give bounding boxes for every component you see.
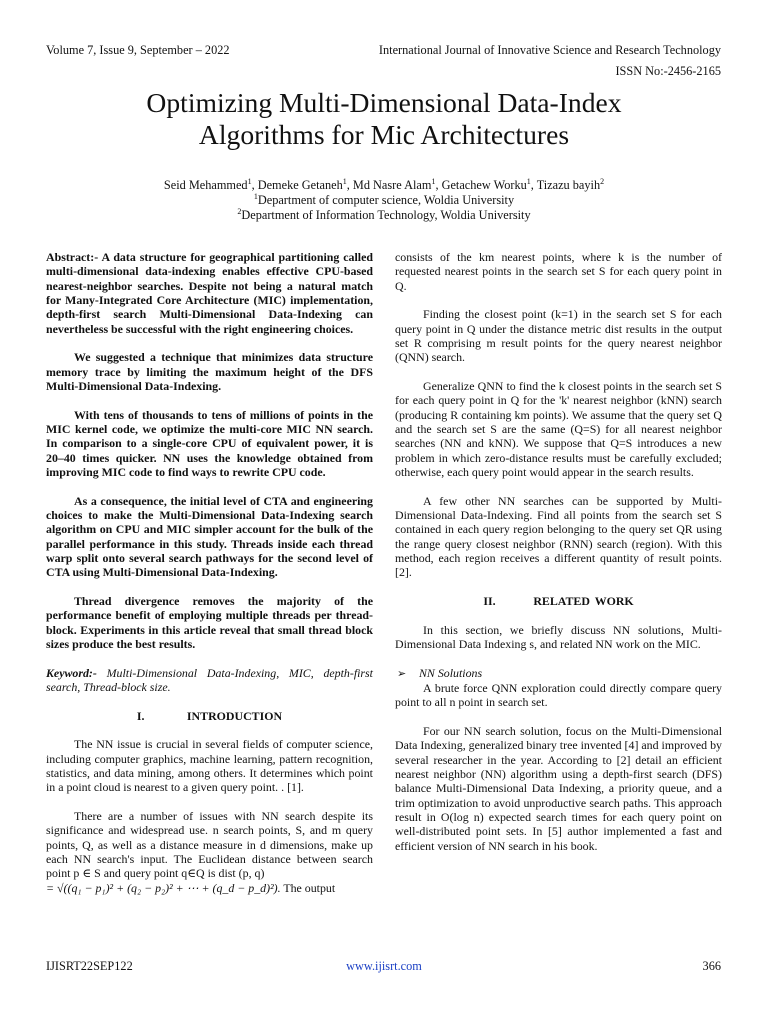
paper-title: [40, 87, 728, 151]
related-paragraph-3: For our NN search solution, focus on the Multi-Dimensional Data Indexing, generalized binary tree invented [4] and improved by several researcher in the year. According to [2] detail an efficient nearest neighbor (NN) algorithm using a depth-first search (DFS) balance Multi-Dimensional Data Indexing, a priority queue, and a trim optimization to avoid unproductive search paths. This approach result in O(log n) expected search times for each query point on well-distributed point sets. In [5] author implemented a fast and efficient version of NN search in his book.: [395, 724, 722, 853]
abstract-paragraph-5: Thread divergence removes the majority of the performance benefit of employing multiple threads per thread-block. Experiments in this article reveal that small thread block sizes produce the best results.: [46, 594, 373, 652]
author-3-sup: 1: [431, 176, 436, 186]
distance-formula-expr: = √((q₁ − p₁)² + (q₂ − p₂)² + ⋯ + (q_d − p_d)²).: [46, 880, 281, 895]
header-volume: Volume 7, Issue 9, September – 2022: [46, 43, 230, 57]
author-2-sup: 1: [342, 176, 347, 186]
related-paragraph-2: A brute force QNN exploration could directly compare query point to all n point in search set.: [395, 681, 722, 710]
abstract: Abstract:- A data structure for geographical partitioning called multi-dimensional data-indexing enables effective CPU-based nearest-neighbor searches. Despite not being a natural match for Many-Integrated Core Architecture (MIC) implementation, depth-first search Multi-Dimensional Data-Indexing can nevertheless be successful with the right engineering choices.: [46, 250, 373, 336]
affiliation-1-sup: 1: [253, 191, 258, 201]
bullet-nn-solutions: [395, 666, 722, 681]
author-1: Seid Mehammed: [163, 178, 248, 192]
bullet-label: NN Solutions: [419, 665, 483, 680]
affiliation-2-sup: 2: [237, 206, 242, 216]
right-paragraph-4: A few other NN searches can be supported by Multi-Dimensional Data-Indexing. Find all points from the search set S contained in each query region belonging to the query set QR using the range query closest neighbor (RNN) search (region). With this method, each region receives a different quantity of result points. [2].: [395, 493, 722, 580]
author-block: [40, 178, 728, 223]
footer-paper-id: IJISRT22SEP122: [46, 959, 133, 973]
affiliation-2-text: Department of Information Technology, Woldia University: [241, 208, 531, 222]
distance-formula-tail: The output: [283, 880, 336, 895]
affiliation-2: [40, 208, 728, 223]
intro-paragraph-2: There are a number of issues with NN search despite its significance and widespread use. n search points, S, and m query points, Q, as well as a distance measure in d dimensions, make up each NN search's input. The Euclidean distance between search point p ∈ S and query point q∈Q is dist (p, q): [46, 809, 373, 881]
author-3: , Md Nasre Alam: [346, 178, 432, 192]
related-paragraph-1: In this section, we briefly discuss NN solutions, Multi-Dimensional Data Indexing s, and related NN work on the MIC.: [395, 622, 722, 652]
abstract-paragraph-4: As a consequence, the initial level of CTA and engineering choices to make the Multi-Dimensional Data-Indexing search algorithm on CPU and MIC simpler account for the bulk of the parallel performance in this study. Threads inside each thread warp split onto several search pathways for the second level of CTA using Multi-Dimensional Data-Indexing.: [46, 493, 373, 580]
section-heading-related-work: [395, 594, 722, 608]
section-2-title: RELATED WORK: [533, 594, 634, 609]
title-line-1: Optimizing Multi-Dimensional Data-Index: [146, 87, 622, 118]
author-5: , Tizazu bayih: [530, 178, 601, 192]
author-4: , Getachew Worku: [435, 178, 527, 192]
keywords: [46, 666, 373, 695]
keyword-list: Multi-Dimensional Data-Indexing, MIC, depth-first search, Thread-block size.: [46, 665, 373, 695]
arrow-bullet-icon: ➢: [397, 667, 407, 680]
left-column: [46, 250, 373, 909]
right-paragraph-3: Generalize QNN to find the k closest points in the search set S for each query point in Q for the 'k' nearest neighbor (kNN) search (producing R containing km points). We assume that the query set Q and the search set S are the same (Q=S) for all nearest neighbor searches (NN and kNN). We suppose that Q=S introduces a new problem in which zero-distance results must be carefully excluded; otherwise, each query point would appear in the search results.: [395, 379, 722, 480]
abstract-paragraph-3: With tens of thousands to tens of millions of points in the MIC kernel code, we optimize the multi-core MIC NN search. In comparison to a single-core CPU of equivalent power, it is 20–40 times quicker. NN uses the knowledge obtained from improving MIC code to find ways to rewrite CPU code.: [46, 407, 373, 480]
section-1-title: INTRODUCTION: [186, 708, 283, 723]
section-2-number: II.: [483, 594, 496, 609]
right-paragraph-1: consists of the km nearest points, where k is the number of requested nearest points in the search set S for each query point in Q.: [395, 250, 722, 293]
author-list: [40, 178, 728, 193]
footer-url-link[interactable]: www.ijisrt.com: [346, 959, 422, 973]
affiliation-1-text: Department of computer science, Woldia University: [257, 193, 515, 207]
author-4-sup: 1: [526, 176, 531, 186]
author-2: , Demeke Getaneh: [251, 178, 343, 192]
intro-paragraph-1: The NN issue is crucial in several fields of computer science, including computer graphics, machine learning, pattern recognition, statistics, and data mining, among others. It determines which point in a point cloud is nearest to a given query point. . [1].: [46, 737, 373, 795]
distance-formula: [46, 881, 373, 895]
right-column: [395, 250, 722, 867]
affiliation-1: [40, 193, 728, 208]
title-line-2: Algorithms for Mic Architectures: [198, 119, 570, 150]
keyword-label: Keyword:-: [46, 665, 97, 680]
header-journal: International Journal of Innovative Science and Research Technology: [378, 43, 721, 57]
section-1-number: I.: [136, 708, 145, 723]
author-5-sup: 2: [600, 176, 605, 186]
author-1-sup: 1: [247, 176, 252, 186]
header-issn: ISSN No:-2456-2165: [615, 64, 721, 78]
right-paragraph-2: Finding the closest point (k=1) in the search set S for each query point in Q under the distance metric dist results in the output set R comprising m result points for the query nearest neighbor (QNN) search.: [395, 307, 722, 365]
section-heading-introduction: [46, 709, 373, 723]
abstract-paragraph-2: We suggested a technique that minimizes data structure memory trace by limiting the maximum height of the DFS Multi-Dimensional Data-Indexing.: [46, 350, 373, 394]
footer-page-number: 366: [702, 959, 721, 973]
